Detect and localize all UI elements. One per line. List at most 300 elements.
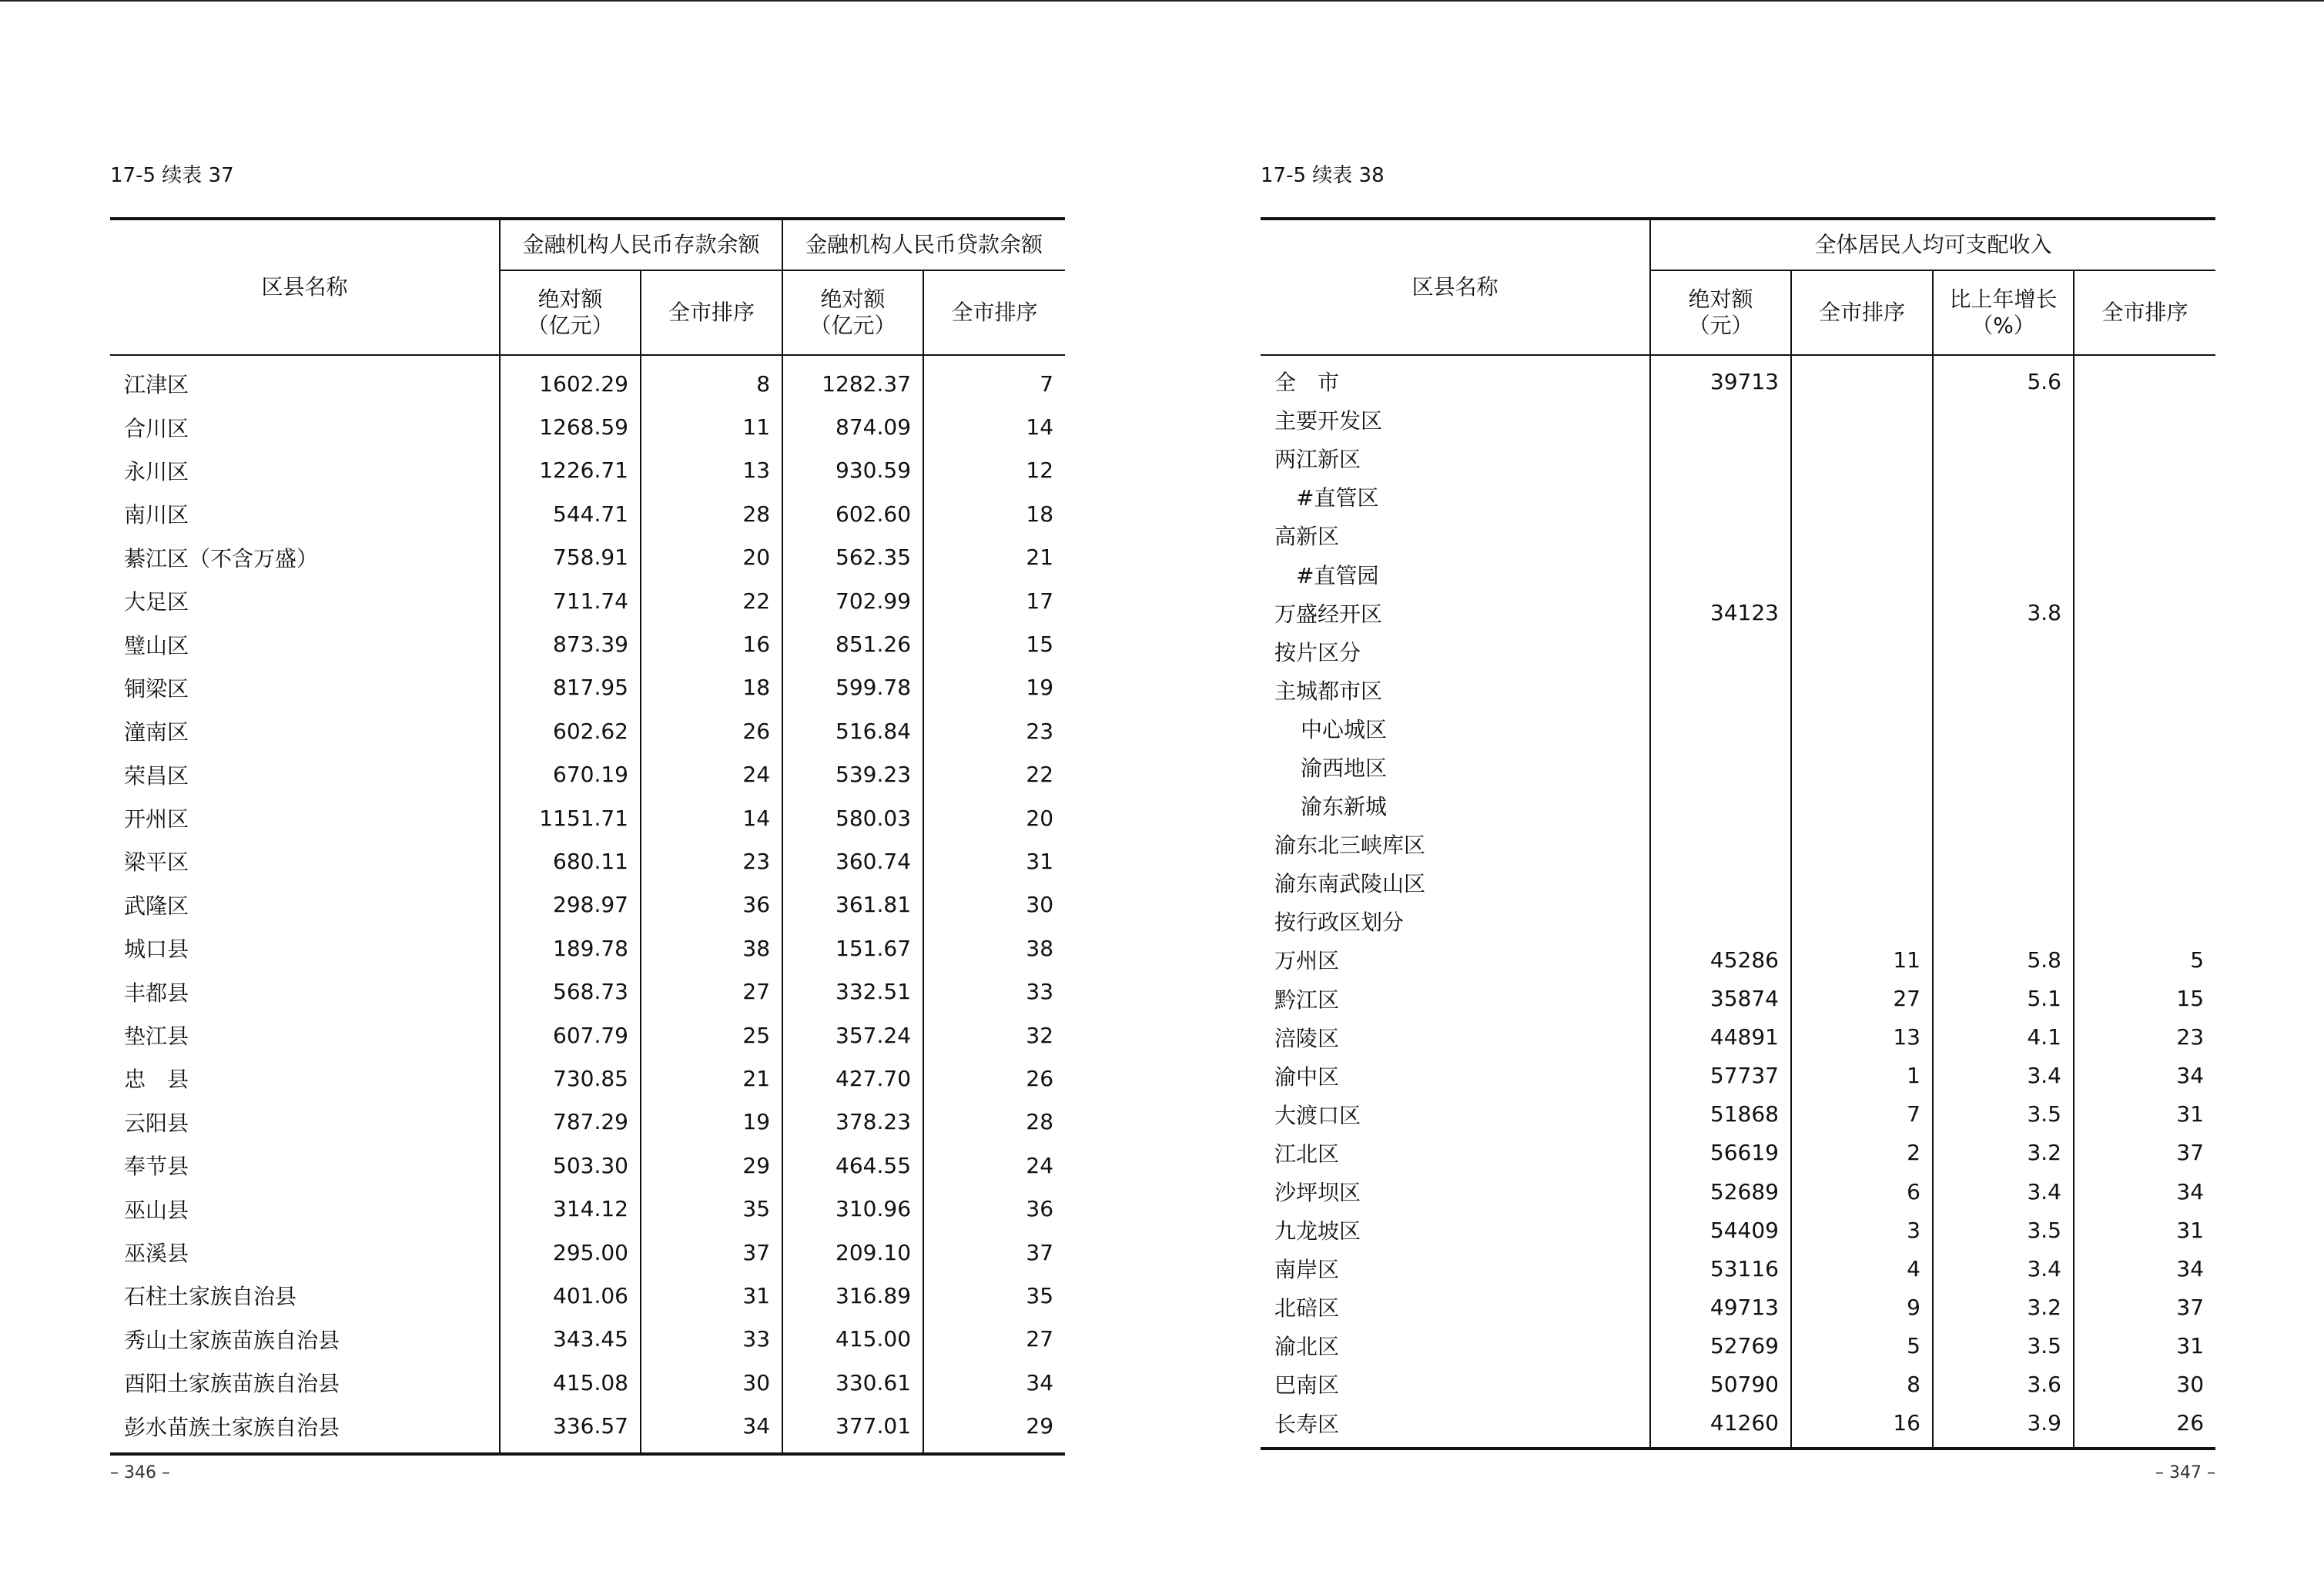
growth-cell: 3.4 bbox=[1933, 1249, 2074, 1288]
district-name-cell: 巫山县 bbox=[124, 1197, 189, 1223]
deposit-rank-cell: 23 bbox=[641, 839, 782, 883]
district-name-cell: 璧山区 bbox=[124, 632, 189, 658]
loan-rank-cell: 34 bbox=[923, 1361, 1065, 1404]
growth-cell: 5.8 bbox=[1933, 940, 2074, 979]
deposit-rank-cell: 21 bbox=[641, 1057, 782, 1100]
loan-rank-cell: 32 bbox=[923, 1013, 1065, 1057]
deposit-rank-cell: 29 bbox=[641, 1144, 782, 1187]
table-row bbox=[110, 405, 1065, 448]
district-name-text: #直管园 bbox=[1296, 562, 1379, 588]
loan-amount-cell: 151.67 bbox=[782, 926, 923, 970]
growth-rank-cell bbox=[2074, 439, 2215, 477]
table-row bbox=[110, 1101, 1065, 1144]
income-rank-cell: 13 bbox=[1791, 1018, 1933, 1057]
income-rank-cell bbox=[1791, 709, 1933, 748]
income-rank-cell bbox=[1791, 863, 1933, 902]
loan-rank-cell: 23 bbox=[923, 709, 1065, 752]
income-rank-cell bbox=[1791, 825, 1933, 863]
district-name-text: 万州区 bbox=[1274, 948, 1340, 974]
loan-amount-header: 绝对额 （亿元） bbox=[782, 270, 923, 355]
district-name-text: 巴南区 bbox=[1274, 1372, 1340, 1399]
growth-cell: 3.4 bbox=[1933, 1057, 2074, 1095]
growth-rank-cell bbox=[2074, 355, 2215, 400]
table-row bbox=[110, 1187, 1065, 1230]
loan-amount-cell: 930.59 bbox=[782, 449, 923, 492]
district-name-cell bbox=[1261, 863, 1650, 902]
loan-balance-header: 金融机构人民币贷款余额 bbox=[782, 219, 1065, 270]
table-row bbox=[110, 970, 1065, 1013]
deposit-rank-cell: 8 bbox=[641, 355, 782, 405]
table-row bbox=[1261, 902, 2215, 940]
loan-rank-cell: 28 bbox=[923, 1101, 1065, 1144]
growth-cell: 3.2 bbox=[1933, 1288, 2074, 1326]
district-name-cell: 南川区 bbox=[124, 502, 189, 528]
income-amount-cell bbox=[1650, 863, 1791, 902]
district-name-cell bbox=[1261, 671, 1650, 709]
table-row bbox=[110, 1231, 1065, 1274]
loan-rank-cell: 29 bbox=[923, 1404, 1065, 1453]
table-row bbox=[110, 622, 1065, 665]
loan-amount-cell: 702.99 bbox=[782, 579, 923, 622]
table-row bbox=[1261, 439, 2215, 477]
deposit-loan-table bbox=[110, 217, 1065, 1456]
deposit-amount-cell: 415.08 bbox=[500, 1361, 641, 1404]
district-name-cell: 武隆区 bbox=[124, 893, 189, 919]
district-name-text: 渝中区 bbox=[1274, 1064, 1340, 1090]
table-row bbox=[110, 536, 1065, 579]
deposit-rank-cell: 13 bbox=[641, 449, 782, 492]
growth-rank-cell bbox=[2074, 748, 2215, 786]
income-amount-cell bbox=[1650, 632, 1791, 671]
district-name-text: 按片区分 bbox=[1274, 639, 1361, 665]
loan-amount-cell: 539.23 bbox=[782, 753, 923, 796]
growth-rank-cell: 30 bbox=[2074, 1365, 2215, 1403]
district-name-cell: 城口县 bbox=[124, 936, 189, 963]
income-rank-cell bbox=[1791, 632, 1933, 671]
income-amount-cell: 57737 bbox=[1650, 1057, 1791, 1095]
district-name-cell bbox=[1261, 786, 1650, 825]
table-row bbox=[1261, 400, 2215, 439]
growth-cell bbox=[1933, 554, 2074, 593]
loan-rank-cell: 21 bbox=[923, 536, 1065, 579]
loan-rank-cell: 33 bbox=[923, 970, 1065, 1013]
table-row bbox=[1261, 748, 2215, 786]
district-name-cell bbox=[1261, 1404, 1650, 1449]
deposit-rank-cell: 22 bbox=[641, 579, 782, 622]
income-amount-cell bbox=[1650, 748, 1791, 786]
table-row bbox=[1261, 594, 2215, 632]
growth-cell bbox=[1933, 748, 2074, 786]
district-name-cell bbox=[1261, 1326, 1650, 1365]
district-name-cell: 彭水苗族土家族自治县 bbox=[124, 1414, 340, 1440]
table-row bbox=[1261, 355, 2215, 400]
income-amount-cell bbox=[1650, 709, 1791, 748]
loan-rank-cell: 12 bbox=[923, 449, 1065, 492]
deposit-rank-header: 全市排序 bbox=[641, 270, 782, 355]
district-name-cell: 大足区 bbox=[124, 589, 189, 615]
loan-amount-cell: 361.81 bbox=[782, 883, 923, 926]
table-row bbox=[110, 1274, 1065, 1317]
income-amount-cell: 39713 bbox=[1650, 355, 1791, 400]
deposit-rank-cell: 11 bbox=[641, 405, 782, 448]
district-name-text: 沙坪坝区 bbox=[1274, 1180, 1361, 1206]
growth-cell: 3.2 bbox=[1933, 1134, 2074, 1172]
growth-cell: 3.5 bbox=[1933, 1326, 2074, 1365]
district-name-text: 大渡口区 bbox=[1274, 1102, 1361, 1128]
district-name-cell bbox=[1261, 1211, 1650, 1249]
table-row bbox=[1261, 1172, 2215, 1211]
table-row bbox=[110, 926, 1065, 970]
income-amount-header: 绝对额 （元） bbox=[1650, 270, 1791, 355]
growth-rank-cell bbox=[2074, 902, 2215, 940]
district-name-text: 万盛经开区 bbox=[1274, 601, 1383, 627]
growth-cell bbox=[1933, 439, 2074, 477]
loan-rank-cell: 22 bbox=[923, 753, 1065, 796]
deposit-rank-cell: 33 bbox=[641, 1318, 782, 1361]
deposit-rank-cell: 31 bbox=[641, 1274, 782, 1317]
deposit-amount-cell: 544.71 bbox=[500, 492, 641, 535]
deposit-amount-cell: 602.62 bbox=[500, 709, 641, 752]
table-row bbox=[1261, 1057, 2215, 1095]
income-rank-cell: 4 bbox=[1791, 1249, 1933, 1288]
growth-rank-cell bbox=[2074, 400, 2215, 439]
loan-rank-cell: 27 bbox=[923, 1318, 1065, 1361]
table-row bbox=[110, 579, 1065, 622]
deposit-rank-cell: 35 bbox=[641, 1187, 782, 1230]
growth-header: 比上年增长 （%） bbox=[1933, 270, 2074, 355]
loan-rank-cell: 35 bbox=[923, 1274, 1065, 1317]
deposit-rank-cell: 16 bbox=[641, 622, 782, 665]
loan-amount-cell: 310.96 bbox=[782, 1187, 923, 1230]
income-rank-cell: 2 bbox=[1791, 1134, 1933, 1172]
deposit-rank-cell: 20 bbox=[641, 536, 782, 579]
district-name-cell: 潼南区 bbox=[124, 719, 189, 745]
loan-amount-cell: 316.89 bbox=[782, 1274, 923, 1317]
income-rank-cell: 16 bbox=[1791, 1404, 1933, 1449]
growth-rank-cell: 37 bbox=[2074, 1134, 2215, 1172]
district-name-text: 主城都市区 bbox=[1274, 678, 1383, 704]
district-name-cell: 江津区 bbox=[124, 372, 189, 398]
deposit-rank-cell: 37 bbox=[641, 1231, 782, 1274]
district-name-cell: 开州区 bbox=[124, 806, 189, 833]
table-row bbox=[110, 709, 1065, 752]
top-border-rule bbox=[0, 0, 2324, 2]
district-name-text: 渝北区 bbox=[1274, 1334, 1340, 1360]
income-rank-cell bbox=[1791, 748, 1933, 786]
growth-rank-cell: 34 bbox=[2074, 1057, 2215, 1095]
table-row bbox=[1261, 477, 2215, 516]
district-name-cell bbox=[1261, 748, 1650, 786]
district-name-text: 全 市 bbox=[1274, 370, 1340, 396]
deposit-rank-cell: 26 bbox=[641, 709, 782, 752]
growth-cell: 5.6 bbox=[1933, 355, 2074, 400]
income-amount-cell bbox=[1650, 825, 1791, 863]
income-amount-cell: 54409 bbox=[1650, 1211, 1791, 1249]
table-row bbox=[110, 1404, 1065, 1453]
income-amount-cell: 35874 bbox=[1650, 980, 1791, 1018]
table-row bbox=[1261, 671, 2215, 709]
district-name-cell: 梁平区 bbox=[124, 849, 189, 876]
district-name-header: 区县名称 bbox=[110, 219, 500, 355]
growth-rank-cell bbox=[2074, 632, 2215, 671]
table-row bbox=[1261, 1134, 2215, 1172]
loan-amount-cell: 464.55 bbox=[782, 1144, 923, 1187]
table-row bbox=[1261, 1365, 2215, 1403]
table-row bbox=[1261, 1211, 2215, 1249]
loan-rank-cell: 15 bbox=[923, 622, 1065, 665]
income-rank-cell: 27 bbox=[1791, 980, 1933, 1018]
deposit-amount-cell: 817.95 bbox=[500, 666, 641, 709]
district-name-cell: 綦江区（不含万盛） bbox=[124, 545, 319, 571]
growth-cell: 3.9 bbox=[1933, 1404, 2074, 1449]
district-name-text: 渝东新城 bbox=[1301, 794, 1388, 820]
growth-rank-cell: 31 bbox=[2074, 1095, 2215, 1134]
district-name-cell bbox=[1261, 902, 1650, 940]
district-name-cell: 云阳县 bbox=[124, 1110, 189, 1136]
income-rank-cell bbox=[1791, 355, 1933, 400]
growth-rank-cell: 37 bbox=[2074, 1288, 2215, 1326]
growth-rank-cell: 15 bbox=[2074, 980, 2215, 1018]
income-amount-cell: 53116 bbox=[1650, 1249, 1791, 1288]
growth-cell bbox=[1933, 671, 2074, 709]
district-name-cell bbox=[1261, 516, 1650, 554]
deposit-rank-cell: 14 bbox=[641, 796, 782, 839]
income-table bbox=[1261, 217, 2215, 1450]
income-amount-cell bbox=[1650, 439, 1791, 477]
deposit-amount-cell: 711.74 bbox=[500, 579, 641, 622]
district-name-cell: 奉节县 bbox=[124, 1154, 189, 1180]
growth-rank-cell: 23 bbox=[2074, 1018, 2215, 1057]
district-name-text: #直管区 bbox=[1296, 485, 1379, 511]
growth-rank-cell bbox=[2074, 554, 2215, 593]
loan-amount-cell: 332.51 bbox=[782, 970, 923, 1013]
income-amount-cell bbox=[1650, 786, 1791, 825]
table-row bbox=[1261, 709, 2215, 748]
deposit-rank-cell: 19 bbox=[641, 1101, 782, 1144]
growth-cell bbox=[1933, 516, 2074, 554]
income-amount-cell: 56619 bbox=[1650, 1134, 1791, 1172]
loan-amount-cell: 360.74 bbox=[782, 839, 923, 883]
income-amount-cell bbox=[1650, 400, 1791, 439]
loan-amount-cell: 357.24 bbox=[782, 1013, 923, 1057]
table-row bbox=[1261, 980, 2215, 1018]
growth-cell: 3.5 bbox=[1933, 1211, 2074, 1249]
income-amount-cell: 34123 bbox=[1650, 594, 1791, 632]
income-amount-cell bbox=[1650, 477, 1791, 516]
loan-rank-cell: 37 bbox=[923, 1231, 1065, 1274]
district-name-cell: 荣昌区 bbox=[124, 762, 189, 789]
loan-rank-cell: 38 bbox=[923, 926, 1065, 970]
loan-rank-cell: 19 bbox=[923, 666, 1065, 709]
district-name-cell bbox=[1261, 1365, 1650, 1403]
table-row bbox=[110, 753, 1065, 796]
table-row bbox=[1261, 1018, 2215, 1057]
table-row bbox=[1261, 632, 2215, 671]
income-rank-cell bbox=[1791, 400, 1933, 439]
income-rank-cell bbox=[1791, 477, 1933, 516]
deposit-amount-cell: 401.06 bbox=[500, 1274, 641, 1317]
table-row bbox=[110, 1013, 1065, 1057]
growth-rank-cell bbox=[2074, 786, 2215, 825]
district-name-cell: 铜梁区 bbox=[124, 675, 189, 702]
district-name-cell bbox=[1261, 709, 1650, 748]
income-amount-cell: 52769 bbox=[1650, 1326, 1791, 1365]
growth-cell bbox=[1933, 863, 2074, 902]
growth-cell: 3.8 bbox=[1933, 594, 2074, 632]
table-row bbox=[1261, 1249, 2215, 1288]
table-row bbox=[1261, 554, 2215, 593]
page-number: – 346 – bbox=[110, 1463, 170, 1482]
district-name-cell bbox=[1261, 1172, 1650, 1211]
loan-amount-cell: 415.00 bbox=[782, 1318, 923, 1361]
growth-rank-cell bbox=[2074, 863, 2215, 902]
income-rank-cell: 5 bbox=[1791, 1326, 1933, 1365]
district-name-cell: 酉阳土家族苗族自治县 bbox=[124, 1371, 340, 1397]
district-name-cell bbox=[1261, 980, 1650, 1018]
table-row bbox=[1261, 786, 2215, 825]
district-name-cell: 丰都县 bbox=[124, 980, 189, 1006]
table-row bbox=[1261, 516, 2215, 554]
table-row bbox=[110, 666, 1065, 709]
income-rank-cell: 1 bbox=[1791, 1057, 1933, 1095]
income-amount-cell bbox=[1650, 902, 1791, 940]
district-name-cell bbox=[1261, 1057, 1650, 1095]
income-amount-cell bbox=[1650, 671, 1791, 709]
table-row bbox=[1261, 940, 2215, 979]
district-name-text: 渝西地区 bbox=[1301, 755, 1388, 781]
district-name-cell bbox=[1261, 355, 1650, 400]
deposit-amount-cell: 787.29 bbox=[500, 1101, 641, 1144]
loan-rank-cell: 31 bbox=[923, 839, 1065, 883]
loan-amount-cell: 874.09 bbox=[782, 405, 923, 448]
district-name-text: 渝东北三峡库区 bbox=[1274, 833, 1426, 859]
district-name-cell bbox=[1261, 594, 1650, 632]
table-row bbox=[1261, 1326, 2215, 1365]
district-name-text: 北碚区 bbox=[1274, 1295, 1340, 1322]
district-name-cell bbox=[1261, 1288, 1650, 1326]
income-amount-cell: 52689 bbox=[1650, 1172, 1791, 1211]
income-rank-cell: 8 bbox=[1791, 1365, 1933, 1403]
growth-rank-cell bbox=[2074, 594, 2215, 632]
table-row bbox=[1261, 1404, 2215, 1449]
growth-rank-cell: 31 bbox=[2074, 1211, 2215, 1249]
deposit-rank-cell: 36 bbox=[641, 883, 782, 926]
loan-amount-cell: 1282.37 bbox=[782, 355, 923, 405]
table-caption: 17-5 续表 38 bbox=[1261, 164, 1385, 187]
deposit-loan-table-body bbox=[110, 355, 1065, 1454]
growth-rank-header: 全市排序 bbox=[2074, 270, 2215, 355]
growth-cell: 5.1 bbox=[1933, 980, 2074, 1018]
growth-cell bbox=[1933, 632, 2074, 671]
district-name-cell: 合川区 bbox=[124, 415, 189, 441]
district-name-cell bbox=[1261, 940, 1650, 979]
table-row bbox=[110, 1057, 1065, 1100]
table-row bbox=[110, 839, 1065, 883]
loan-rank-cell: 20 bbox=[923, 796, 1065, 839]
deposit-amount-cell: 336.57 bbox=[500, 1404, 641, 1453]
growth-cell bbox=[1933, 902, 2074, 940]
deposit-rank-cell: 25 bbox=[641, 1013, 782, 1057]
deposit-amount-cell: 1151.71 bbox=[500, 796, 641, 839]
deposit-amount-cell: 1268.59 bbox=[500, 405, 641, 448]
income-rank-cell bbox=[1791, 786, 1933, 825]
loan-rank-cell: 30 bbox=[923, 883, 1065, 926]
deposit-amount-cell: 568.73 bbox=[500, 970, 641, 1013]
loan-amount-cell: 516.84 bbox=[782, 709, 923, 752]
district-name-text: 涪陵区 bbox=[1274, 1025, 1340, 1051]
income-rank-cell bbox=[1791, 439, 1933, 477]
growth-rank-cell bbox=[2074, 516, 2215, 554]
growth-cell bbox=[1933, 400, 2074, 439]
loan-rank-cell: 18 bbox=[923, 492, 1065, 535]
table-row bbox=[1261, 863, 2215, 902]
growth-rank-cell bbox=[2074, 709, 2215, 748]
growth-rank-cell bbox=[2074, 825, 2215, 863]
growth-cell: 3.5 bbox=[1933, 1095, 2074, 1134]
loan-amount-cell: 427.70 bbox=[782, 1057, 923, 1100]
district-name-cell bbox=[1261, 825, 1650, 863]
deposit-amount-cell: 1226.71 bbox=[500, 449, 641, 492]
loan-rank-cell: 36 bbox=[923, 1187, 1065, 1230]
district-name-cell: 忠 县 bbox=[124, 1067, 189, 1093]
growth-rank-cell: 26 bbox=[2074, 1404, 2215, 1449]
income-amount-cell: 41260 bbox=[1650, 1404, 1791, 1449]
deposit-rank-cell: 18 bbox=[641, 666, 782, 709]
income-rank-cell bbox=[1791, 671, 1933, 709]
page-number: – 347 – bbox=[2155, 1463, 2215, 1482]
deposit-amount-cell: 343.45 bbox=[500, 1318, 641, 1361]
deposit-amount-cell: 314.12 bbox=[500, 1187, 641, 1230]
district-name-cell bbox=[1261, 1095, 1650, 1134]
loan-rank-cell: 7 bbox=[923, 355, 1065, 405]
growth-cell: 4.1 bbox=[1933, 1018, 2074, 1057]
district-name-header: 区县名称 bbox=[1261, 219, 1650, 355]
district-name-cell bbox=[1261, 439, 1650, 477]
loan-amount-cell: 580.03 bbox=[782, 796, 923, 839]
growth-cell bbox=[1933, 786, 2074, 825]
table-row bbox=[110, 1318, 1065, 1361]
district-name-text: 高新区 bbox=[1274, 524, 1340, 550]
income-amount-cell: 45286 bbox=[1650, 940, 1791, 979]
district-name-cell: 秀山土家族苗族自治县 bbox=[124, 1327, 340, 1353]
deposit-amount-cell: 670.19 bbox=[500, 753, 641, 796]
district-name-text: 九龙坡区 bbox=[1274, 1218, 1361, 1245]
district-name-cell: 永川区 bbox=[124, 458, 189, 484]
deposit-amount-cell: 730.85 bbox=[500, 1057, 641, 1100]
district-name-cell: 垫江县 bbox=[124, 1023, 189, 1050]
district-name-cell bbox=[1261, 1249, 1650, 1288]
district-name-text: 主要开发区 bbox=[1274, 408, 1383, 434]
growth-rank-cell: 34 bbox=[2074, 1249, 2215, 1288]
loan-amount-cell: 330.61 bbox=[782, 1361, 923, 1404]
loan-rank-cell: 26 bbox=[923, 1057, 1065, 1100]
deposit-amount-cell: 298.97 bbox=[500, 883, 641, 926]
income-rank-cell bbox=[1791, 554, 1933, 593]
income-rank-cell bbox=[1791, 594, 1933, 632]
table-row bbox=[1261, 1288, 2215, 1326]
district-name-text: 黔江区 bbox=[1274, 987, 1340, 1013]
deposit-balance-header: 金融机构人民币存款余额 bbox=[500, 219, 782, 270]
loan-amount-cell: 209.10 bbox=[782, 1231, 923, 1274]
table-row bbox=[110, 1361, 1065, 1404]
district-name-text: 南岸区 bbox=[1274, 1257, 1340, 1283]
income-amount-cell: 44891 bbox=[1650, 1018, 1791, 1057]
deposit-amount-cell: 873.39 bbox=[500, 622, 641, 665]
deposit-rank-cell: 24 bbox=[641, 753, 782, 796]
table-row bbox=[110, 355, 1065, 405]
deposit-amount-header: 绝对额 （亿元） bbox=[500, 270, 641, 355]
loan-amount-cell: 602.60 bbox=[782, 492, 923, 535]
